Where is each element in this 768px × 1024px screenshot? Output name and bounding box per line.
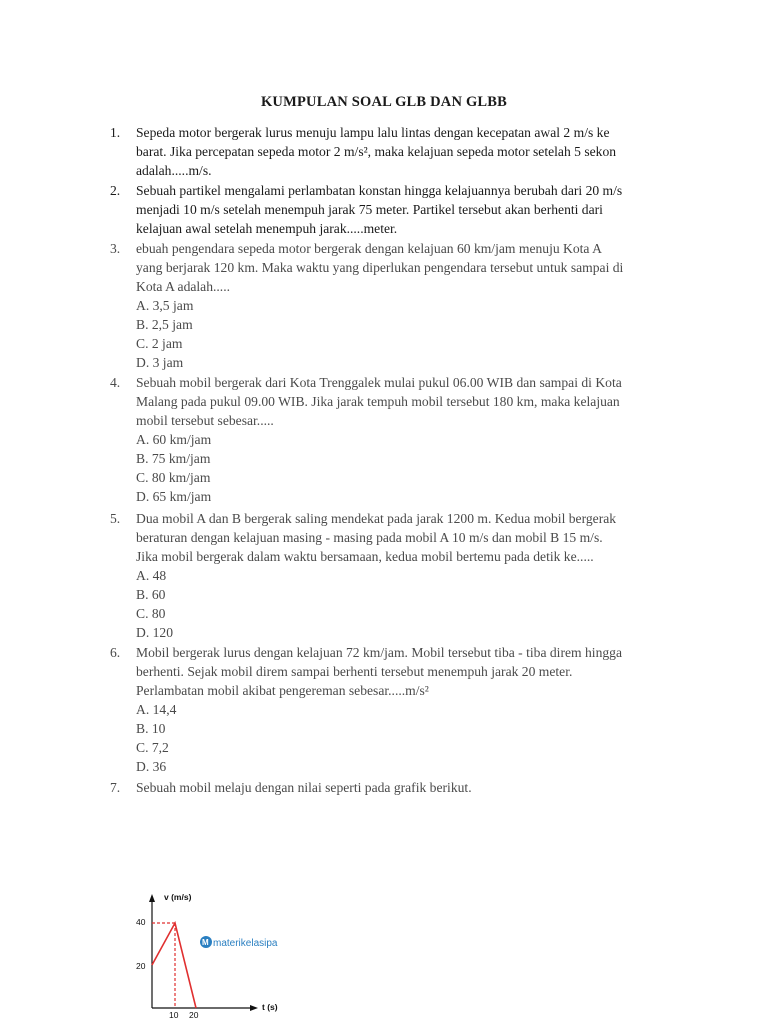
answer-option: B. 60 [136,587,166,602]
question-number: 1. [110,125,121,140]
answer-option: A. 48 [136,568,167,583]
question-number: 4. [110,375,121,390]
answer-option: C. 80 km/jam [136,470,211,485]
question-text-line: beraturan dengan kelajuan masing - masing pada mobil A 10 m/s dan mobil B 15 m/s. [136,530,603,545]
answer-option: C. 80 [136,606,166,621]
y-axis-arrow [149,894,155,902]
velocity-time-graph [120,880,340,1024]
answer-option: C. 7,2 [136,740,169,755]
question-text-line: adalah.....m/s. [136,163,212,178]
answer-option: D. 36 [136,759,167,774]
answer-option: C. 2 jam [136,336,183,351]
question-number: 5. [110,511,121,526]
question-text-line: berhenti. Sejak mobil direm sampai berhenti tersebut menempuh jarak 20 meter. [136,664,573,679]
y-tick-40: 40 [136,917,146,927]
question-text-line: Perlambatan mobil akibat pengereman sebesar.....m/s² [136,683,429,698]
answer-option: D. 3 jam [136,355,184,370]
answer-option: B. 75 km/jam [136,451,211,466]
x-axis-arrow [250,1005,258,1011]
question-text-line: menjadi 10 m/s setelah menempuh jarak 75 meter. Partikel tersebut akan berhenti dari [136,202,603,217]
question-text-line: mobil tersebut sebesar..... [136,413,274,428]
question-number: 3. [110,241,121,256]
question-text-line: yang berjarak 120 km. Maka waktu yang diperlukan pengendara tersebut untuk sampai di [136,260,624,275]
watermark-text: materikelasipa [213,938,278,949]
answer-option: B. 10 [136,721,166,736]
y-axis-label: v (m/s) [164,892,192,902]
question-body [136,643,680,776]
question-7 [110,778,680,797]
question-text-line: barat. Jika percepatan sepeda motor 2 m/s², maka kelajuan sepeda motor setelah 5 sekon [136,144,617,159]
watermark-logo-letter: M [202,938,209,947]
question-body [136,778,680,797]
question-text-line: Sepeda motor bergerak lurus menuju lampu lalu lintas dengan kecepatan awal 2 m/s ke [136,125,610,140]
x-axis-label: t (s) [262,1002,278,1012]
question-number: 7. [110,780,121,795]
question-text-line: Kota A adalah..... [136,279,231,294]
question-6 [110,643,680,776]
question-1 [110,123,680,180]
answer-option: A. 60 km/jam [136,432,212,447]
question-body [136,373,680,506]
question-4 [110,373,680,506]
question-number: 6. [110,645,121,660]
question-text-line: kelajuan awal setelah menempuh jarak.....meter. [136,221,398,236]
page-title: KUMPULAN SOAL GLB DAN GLBB [260,94,508,110]
question-2 [110,181,680,238]
answer-option: D. 65 km/jam [136,489,212,504]
question-5 [110,509,680,642]
question-text-line: Sebuah mobil bergerak dari Kota Trenggalek mulai pukul 06.00 WIB dan sampai di Kota [136,375,622,390]
answer-option: D. 120 [136,625,174,640]
velocity-line [152,923,196,1008]
y-tick-20: 20 [136,961,146,971]
question-body [136,509,680,642]
question-text-line: Mobil bergerak lurus dengan kelajuan 72 km/jam. Mobil tersebut tiba - tiba direm hingga [136,645,622,660]
question-text-line: Dua mobil A dan B bergerak saling mendekat pada jarak 1200 m. Kedua mobil bergerak [136,511,617,526]
answer-option: A. 3,5 jam [136,298,194,313]
answer-option: B. 2,5 jam [136,317,193,332]
question-body [136,181,680,238]
x-tick-20: 20 [189,1010,199,1020]
question-text-line: Sebuah partikel mengalami perlambatan konstan hingga kelajuannya berubah dari 20 m/s [136,183,623,198]
question-text-line: Jika mobil bergerak dalam waktu bersamaan, kedua mobil bertemu pada detik ke..... [136,549,594,564]
x-tick-10: 10 [169,1010,179,1020]
question-3 [110,239,680,372]
answer-option: A. 14,4 [136,702,177,717]
question-text-line: ebuah pengendara sepeda motor bergerak dengan kelajuan 60 km/jam menuju Kota A [136,241,602,256]
question-body [136,123,680,180]
question-number: 2. [110,183,121,198]
question-text-line: Sebuah mobil melaju dengan nilai seperti pada grafik berikut. [136,780,472,795]
question-text-line: Malang pada pukul 09.00 WIB. Jika jarak tempuh mobil tersebut 180 km, maka kelajuan [136,394,620,409]
question-body [136,239,680,372]
